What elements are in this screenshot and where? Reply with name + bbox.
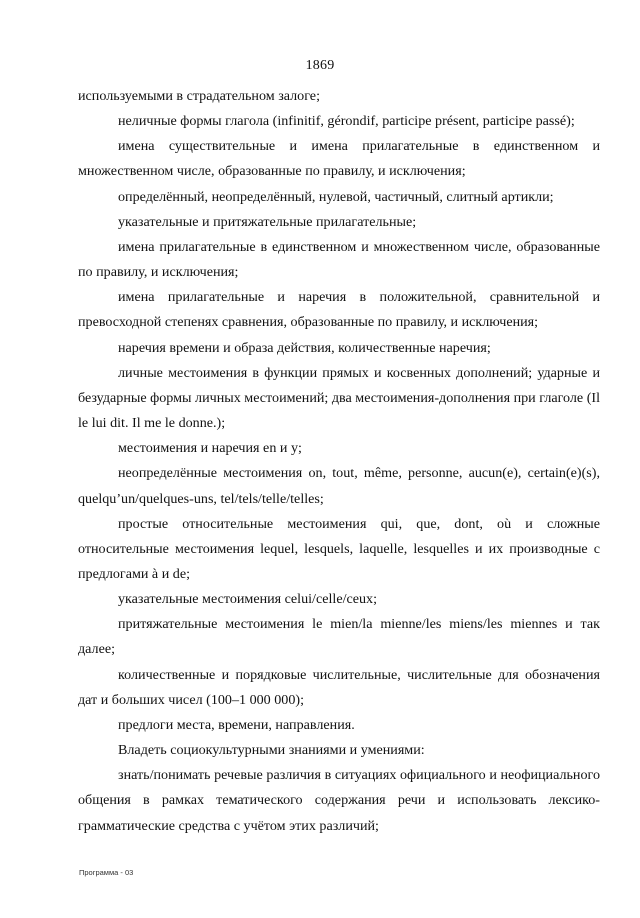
paragraph: указательные местоимения celui/celle/ceux; <box>118 591 378 608</box>
paragraph: местоимения и наречия en и y; <box>118 440 302 457</box>
paragraph: наречия времени и образа действия, количественные наречия; <box>118 339 491 356</box>
paragraph: предлоги места, времени, направления. <box>118 716 355 733</box>
paragraph: используемыми в страдательном залоге; <box>78 88 320 104</box>
paragraph: определённый, неопределённый, нулевой, частичный, слитный артикли; <box>118 188 554 205</box>
paragraph: личные местоимения в функции прямых и косвенных дополнений; ударные и безударные формы личных местоимений; два местоимения-дополнения при глаголе (Il le lui dit. Il me le donne.); <box>78 364 601 432</box>
paragraph: простые относительные местоимения qui, que, dont, où и сложные относительные местоимения lequel, lesquels, laquelle, lesquelles и их производные с предлогами à и de; <box>78 515 600 582</box>
paragraph: имена прилагательные и наречия в положительной, сравнительной и превосходной степенях сравнения, образованные по правилу, и исключения; <box>78 289 600 331</box>
page-number: 1869 <box>305 58 335 73</box>
document-body <box>78 84 600 839</box>
paragraph: знать/понимать речевые различия в ситуациях официального и неофициального общения в рамках тематического содержания речи и использовать лексико-грамматические средства с учётом этих различий; <box>78 767 600 834</box>
paragraph: имена существительные и имена прилагательные в единственном и множественном числе, образованные по правилу, и исключения; <box>78 138 600 180</box>
paragraph: Владеть социокультурными знаниями и умениями: <box>118 742 425 759</box>
paragraph: неличные формы глагола (infinitif, gérondif, participe présent, participe passé); <box>118 113 575 130</box>
paragraph: имена прилагательные в единственном и множественном числе, образованные по правилу, и исключения; <box>78 238 600 281</box>
paragraph: количественные и порядковые числительные, числительные для обозначения дат и больших чисел (100–1 000 000); <box>78 666 600 708</box>
paragraph: притяжательные местоимения le mien/la mienne/les miens/les miennes и так далее; <box>78 616 600 658</box>
paragraph: неопределённые местоимения on, tout, même, personne, aucun(e), certain(e)(s), quelqu’un/quelques-uns, tel/tels/telle/telles; <box>78 465 600 507</box>
page-footer: Программа - 03 <box>79 868 134 877</box>
paragraph: указательные и притяжательные прилагательные; <box>118 213 417 230</box>
